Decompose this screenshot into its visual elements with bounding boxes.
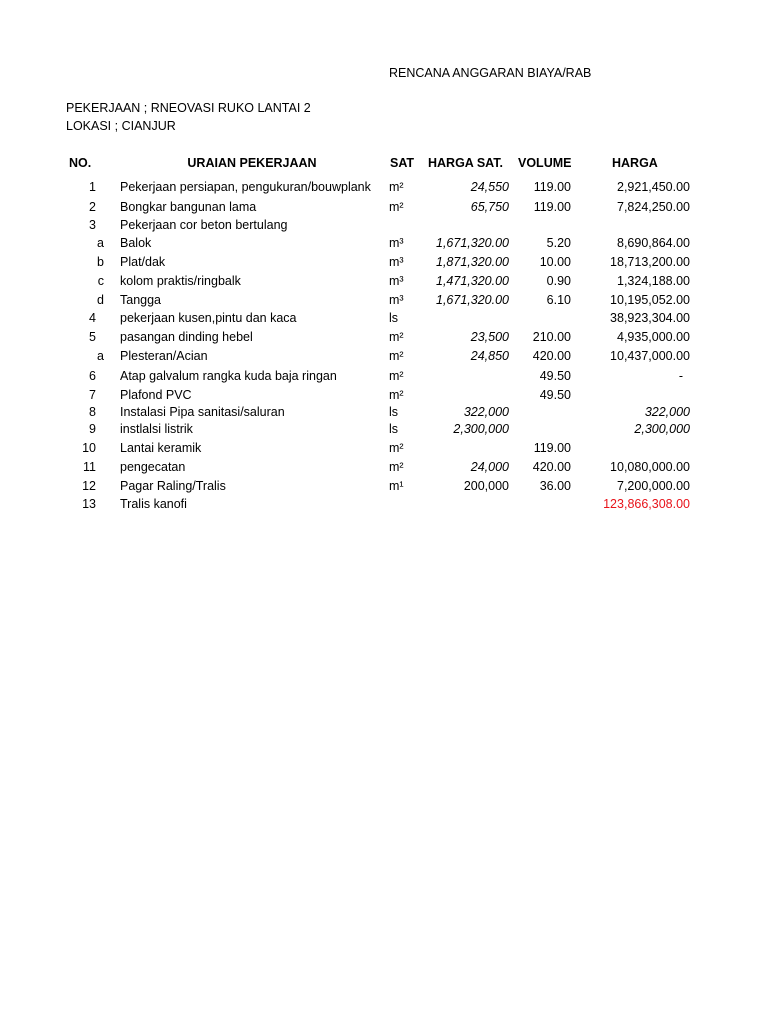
header-uraian: URAIAN PEKERJAAN <box>187 156 317 170</box>
row-harga: 7,824,250.00 <box>617 200 690 214</box>
row-sat: m³ <box>389 293 404 307</box>
row-uraian: pekerjaan kusen,pintu dan kaca <box>120 311 297 325</box>
row-harga-sat: 1,671,320.00 <box>436 236 509 250</box>
row-uraian: Tralis kanofi <box>120 497 187 511</box>
row-no: 10 <box>82 441 96 455</box>
row-uraian: pasangan dinding hebel <box>120 330 253 344</box>
row-harga: 18,713,200.00 <box>610 255 690 269</box>
table-row <box>0 253 768 271</box>
row-uraian: Tangga <box>120 293 162 307</box>
row-harga-sat: 24,000 <box>470 460 509 474</box>
row-volume: 420.00 <box>532 349 571 363</box>
row-volume: 36.00 <box>539 479 571 493</box>
row-harga-sat: 2,300,000 <box>453 422 509 436</box>
row-no: c <box>97 274 104 288</box>
table-row <box>0 477 768 495</box>
row-volume: 210.00 <box>532 330 571 344</box>
row-harga-sat: 200,000 <box>463 479 509 493</box>
row-no: 3 <box>89 218 96 232</box>
row-harga: 10,080,000.00 <box>610 460 690 474</box>
row-volume: 420.00 <box>532 460 571 474</box>
table-row <box>0 309 768 327</box>
row-sat: ls <box>389 405 399 419</box>
row-uraian: Lantai keramik <box>120 441 202 455</box>
row-volume: 49.50 <box>539 388 571 402</box>
table-row <box>0 403 768 421</box>
table-row <box>0 234 768 252</box>
row-uraian: pengecatan <box>120 460 186 474</box>
row-harga: 1,324,188.00 <box>617 274 690 288</box>
row-harga: 10,195,052.00 <box>610 293 690 307</box>
row-sat: m² <box>389 200 404 214</box>
row-volume: 6.10 <box>546 293 571 307</box>
row-volume: 5.20 <box>546 236 571 250</box>
row-no: a <box>97 349 104 363</box>
row-no: 1 <box>89 180 96 194</box>
row-sat: m³ <box>389 274 404 288</box>
table-row <box>0 291 768 309</box>
row-uraian: Plat/dak <box>120 255 166 269</box>
row-no: 5 <box>89 330 96 344</box>
row-harga: 7,200,000.00 <box>617 479 690 493</box>
header-volume: VOLUME <box>518 156 572 170</box>
header-harga-sat: HARGA SAT. <box>428 156 503 170</box>
row-harga-sat: 322,000 <box>463 405 509 419</box>
row-no: d <box>97 293 104 307</box>
row-harga-sat: 24,550 <box>470 180 509 194</box>
row-no: b <box>97 255 104 269</box>
row-no: 7 <box>89 388 96 402</box>
row-volume: 119.00 <box>533 441 571 455</box>
header-sat: SAT <box>390 156 415 170</box>
row-uraian: Instalasi Pipa sanitasi/saluran <box>120 405 285 419</box>
table-row <box>0 272 768 290</box>
table-row <box>0 420 768 438</box>
row-uraian: Pagar Raling/Tralis <box>120 479 226 493</box>
row-no: 9 <box>89 422 96 436</box>
row-harga: 2,921,450.00 <box>617 180 690 194</box>
table-row <box>0 458 768 476</box>
row-sat: m² <box>389 369 404 383</box>
row-harga-sat: 1,871,320.00 <box>436 255 509 269</box>
row-volume: 10.00 <box>539 255 571 269</box>
row-volume: 49.50 <box>539 369 571 383</box>
header-harga: HARGA <box>612 156 658 170</box>
row-uraian: Atap galvalum rangka kuda baja ringan <box>120 369 337 383</box>
table-row <box>0 347 768 365</box>
row-no: 4 <box>89 311 96 325</box>
row-no: 8 <box>89 405 96 419</box>
row-harga: - <box>678 369 683 383</box>
row-sat: m³ <box>389 236 404 250</box>
table-row <box>0 216 768 234</box>
row-uraian: Pekerjaan persiapan, pengukuran/bouwplank <box>120 180 371 194</box>
row-uraian: Plafond PVC <box>120 388 192 402</box>
row-no: 11 <box>83 460 96 474</box>
row-no: 12 <box>82 479 96 493</box>
pekerjaan-label: PEKERJAAN ; RNEOVASI RUKO LANTAI 2 <box>66 101 311 115</box>
row-harga: 2,300,000 <box>634 422 690 436</box>
row-volume: 119.00 <box>533 200 571 214</box>
row-volume: 119.00 <box>533 180 571 194</box>
row-no: a <box>97 236 104 250</box>
row-sat: m² <box>389 349 404 363</box>
row-harga: 322,000 <box>644 405 690 419</box>
table-row <box>0 328 768 346</box>
row-harga-sat: 1,471,320.00 <box>436 274 509 288</box>
row-harga: 4,935,000.00 <box>617 330 690 344</box>
row-harga: 10,437,000.00 <box>610 349 690 363</box>
row-sat: m² <box>389 460 404 474</box>
table-row <box>0 495 768 513</box>
row-uraian: instlalsi listrik <box>120 422 193 436</box>
row-uraian: Plesteran/Acian <box>120 349 208 363</box>
row-harga-sat: 1,671,320.00 <box>436 293 509 307</box>
row-no: 6 <box>89 369 96 383</box>
document-title: RENCANA ANGGARAN BIAYA/RAB <box>389 66 592 80</box>
row-sat: m² <box>389 330 404 344</box>
row-no: 13 <box>82 497 96 511</box>
row-harga: 8,690,864.00 <box>617 236 690 250</box>
row-volume: 0.90 <box>546 274 571 288</box>
row-sat: m³ <box>389 255 404 269</box>
row-harga-sat: 23,500 <box>470 330 509 344</box>
row-uraian: Pekerjaan cor beton bertulang <box>120 218 288 232</box>
table-row <box>0 367 768 385</box>
row-harga-sat: 24,850 <box>470 349 509 363</box>
row-harga-sat: 65,750 <box>470 200 509 214</box>
row-sat: m² <box>389 388 404 402</box>
row-uraian: kolom praktis/ringbalk <box>120 274 241 288</box>
row-sat: ls <box>389 311 399 325</box>
row-sat: m¹ <box>389 479 404 493</box>
row-sat: m² <box>389 180 404 194</box>
row-uraian: Bongkar bangunan lama <box>120 200 257 214</box>
table-row <box>0 386 768 404</box>
row-no: 2 <box>89 200 96 214</box>
lokasi-label: LOKASI ; CIANJUR <box>66 119 176 133</box>
table-row <box>0 178 768 196</box>
row-harga: 38,923,304.00 <box>610 311 690 325</box>
row-sat: ls <box>389 422 399 436</box>
row-uraian: Balok <box>120 236 152 250</box>
table-row <box>0 439 768 457</box>
table-row <box>0 198 768 216</box>
grand-total: 123,866,308.00 <box>603 497 690 511</box>
header-no: NO. <box>69 156 92 170</box>
row-sat: m² <box>389 441 404 455</box>
